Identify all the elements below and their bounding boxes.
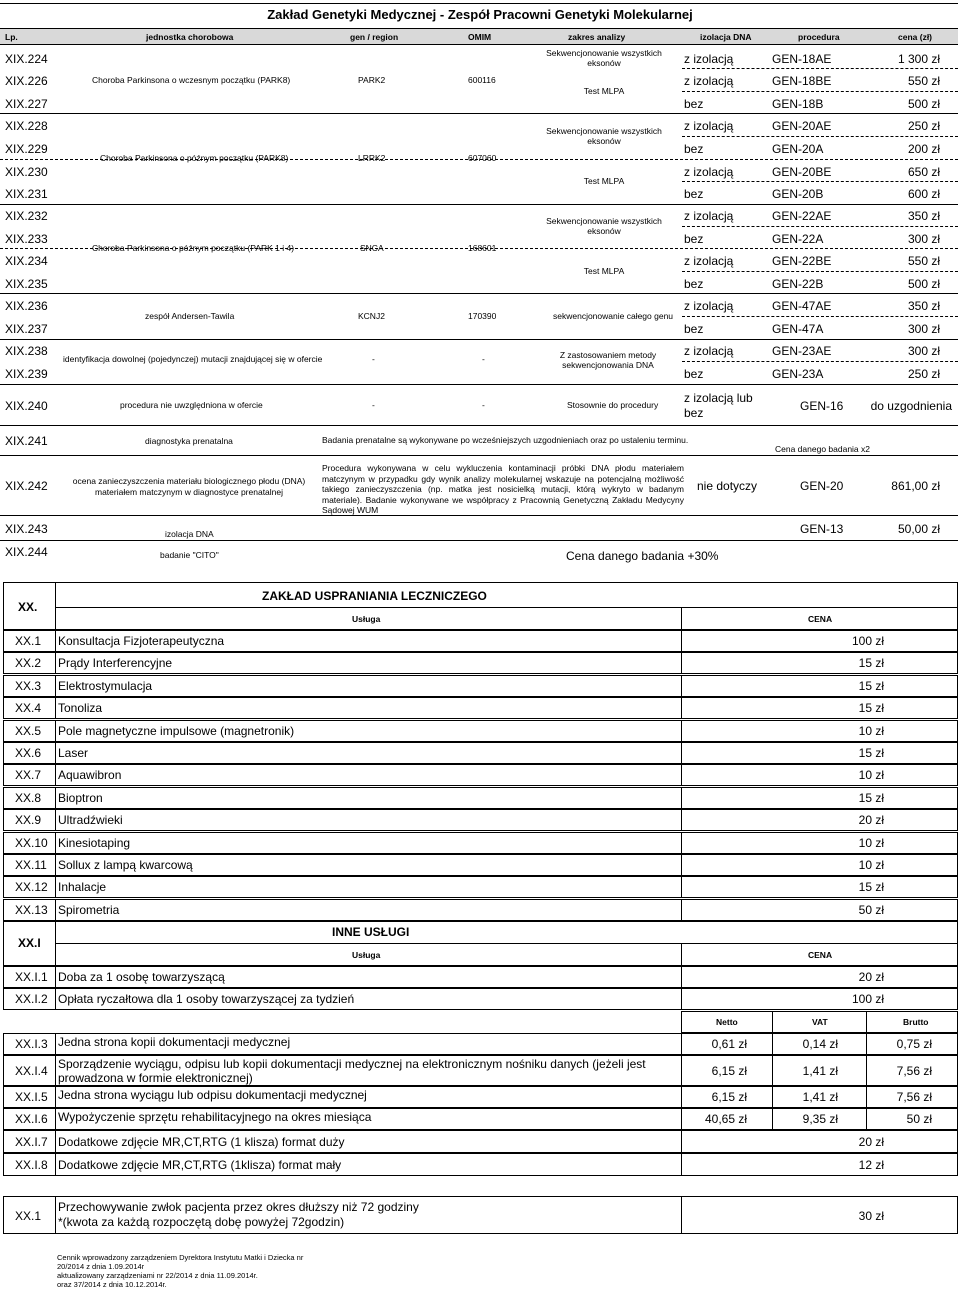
dashed-rule — [682, 361, 958, 362]
footer-line: Cennik wprowadzony zarządzeniem Dyrektora Instytutu Matki i Dziecka nr — [57, 1253, 304, 1262]
row-lp: XIX.230 — [5, 165, 48, 179]
procedure-code: GEN-23A — [772, 367, 824, 381]
rule — [55, 607, 958, 608]
rule — [681, 630, 682, 652]
rule — [55, 854, 56, 876]
service-price: 50 zł — [858, 902, 884, 917]
rule — [0, 540, 958, 541]
brutto-price: 7,56 zł — [896, 1090, 932, 1104]
omim-number: - — [482, 400, 485, 410]
row-lp: XX.I.3 — [15, 1037, 48, 1051]
disease-name: procedura nie uwzględniona w ofercie — [120, 400, 263, 410]
col-header-price: CENA — [808, 950, 833, 960]
procedure-code: GEN-20 — [800, 479, 844, 493]
isolation: bez — [684, 406, 704, 420]
row-lp: XIX.236 — [5, 299, 48, 313]
rule — [681, 764, 682, 786]
rule — [0, 113, 958, 114]
rule — [55, 720, 56, 742]
row-lp: XIX.235 — [5, 277, 48, 291]
scope-text: Z zastosowaniem metody sekwencjonowania DNA — [559, 350, 657, 370]
row-lp: XIX.234 — [5, 254, 48, 268]
row-lp: XIX.239 — [5, 367, 48, 381]
dashed-rule — [682, 226, 958, 227]
rule — [0, 515, 958, 516]
footer-line: oraz 37/2014 z dnia 10.12.2014r. — [57, 1280, 167, 1289]
service-price: 10 zł — [858, 835, 884, 850]
rule — [0, 204, 958, 205]
row-lp: XIX.244 — [5, 545, 48, 559]
row-lp: XIX.228 — [5, 119, 48, 133]
disease-name: identyfikacja dowolnej (pojedynczej) mutacji znajdującej się w ofercie — [63, 354, 323, 364]
rule — [681, 943, 682, 966]
gene-name: LRRK2 — [358, 153, 386, 163]
isolation: bez — [684, 367, 704, 381]
row-lp: XX.5 — [15, 723, 42, 738]
row-lp: XX.9 — [15, 813, 42, 828]
rule — [0, 293, 958, 294]
rule — [55, 966, 56, 988]
price: 350 zł — [907, 299, 940, 313]
rule — [55, 630, 56, 652]
col-header-procedure: procedura — [798, 32, 840, 42]
service-price: 100 zł — [851, 634, 884, 648]
disease-name: zespół Andersen-Tawila — [145, 311, 235, 321]
price: 300 zł — [907, 344, 940, 358]
isolation: bez — [684, 142, 704, 156]
rule — [55, 943, 958, 944]
row-lp: XIX.231 — [5, 187, 48, 201]
row-lp: XX.4 — [15, 701, 42, 716]
gene-name: PARK2 — [358, 75, 386, 85]
omim-number: - — [482, 354, 485, 364]
rule — [55, 652, 56, 674]
isolation: z izolacją — [684, 52, 734, 66]
rule — [681, 1130, 682, 1153]
netto-price: 6,15 zł — [711, 1064, 747, 1078]
rule — [681, 652, 682, 674]
procedure-code: GEN-13 — [800, 522, 844, 536]
brutto-price: 0,75 zł — [896, 1037, 932, 1051]
service-price: 20 zł — [858, 813, 884, 828]
service-name: Jedna strona kopii dokumentacji medycznej — [58, 1035, 291, 1049]
service-price: 15 zł — [858, 678, 884, 693]
price-note: Cena danego badania x2 — [775, 444, 870, 454]
scope-text: Sekwencjonowanie wszystkich eksonów — [546, 216, 662, 236]
service-name: Pole magnetyczne impulsowe (magnetronik) — [58, 723, 295, 738]
procedure-code: GEN-22B — [772, 277, 824, 291]
vat-amount: 9,35 zł — [802, 1112, 838, 1126]
gene-name: SNCA — [360, 243, 384, 253]
rule — [55, 832, 56, 854]
service-name: Sporządzenie wyciągu, odpisu lub kopii dokumentacji medycznej na elektronicznym nośniku danych (jeżeli jest prowadzona w formie elektronicznej) — [58, 1057, 646, 1085]
col-header-vat: VAT — [812, 1017, 828, 1027]
service-name: Wypożyczenie sprzętu rehabilitacyjnego na okres miesiąca — [58, 1110, 372, 1124]
rule — [681, 966, 682, 988]
service-name: Elektrostymulacja — [58, 678, 153, 693]
service-name: Tonoliza — [58, 701, 103, 716]
procedure-code: GEN-18BE — [772, 74, 832, 88]
price: 600 zł — [907, 187, 940, 201]
row-lp: XX.10 — [15, 835, 48, 850]
service-price: 15 zł — [858, 656, 884, 671]
row-lp: XX.7 — [15, 768, 42, 783]
service-name: Laser — [58, 746, 89, 760]
service-name: Spirometria — [58, 902, 120, 917]
isolation: z izolacją — [684, 74, 734, 88]
price: 350 zł — [907, 209, 940, 223]
row-lp: XIX.242 — [5, 479, 48, 493]
rule — [55, 675, 56, 697]
procedure-code: GEN-47A — [772, 322, 824, 336]
footer-line: 20/2014 z dnia 1.09.2014r — [57, 1262, 145, 1271]
rule — [681, 787, 682, 809]
procedure-code: GEN-47AE — [772, 299, 832, 313]
omim-number: 168601 — [468, 243, 497, 253]
row-lp: XX.I.2 — [15, 992, 48, 1006]
isolation: z izolacją — [684, 165, 734, 179]
gene-name: - — [372, 400, 375, 410]
rule — [55, 899, 56, 921]
rule — [681, 697, 682, 719]
scope-text: Sekwencjonowanie wszystkich eksonów — [546, 126, 662, 146]
dashed-rule — [682, 271, 958, 272]
procedure-code: GEN-20AE — [772, 119, 832, 133]
row-lp: XX.12 — [15, 880, 48, 895]
service-price: 20 zł — [858, 970, 884, 984]
scope-text: sekwencjonowanie całego genu — [553, 311, 674, 321]
service-price: 15 zł — [858, 790, 884, 805]
service-name: Prądy Interferencyjne — [58, 656, 173, 671]
scope-text: Test MLPA — [583, 86, 625, 96]
col-header-netto: Netto — [716, 1017, 738, 1027]
service-name: Opłata ryczałtowa dla 1 osoby towarzyszącej za tydzień — [58, 992, 355, 1006]
rule — [0, 425, 958, 426]
footer-note — [57, 1253, 303, 1289]
rule — [772, 1011, 773, 1033]
rule — [681, 1153, 682, 1176]
scope-text: Test MLPA — [583, 266, 625, 276]
rule — [55, 787, 56, 809]
rule — [55, 876, 56, 898]
row-lp: XX.I.4 — [15, 1064, 48, 1078]
service-price: 12 zł — [858, 1158, 884, 1172]
rule — [55, 1196, 56, 1234]
isolation: z izolacją — [684, 119, 734, 133]
rule — [55, 1153, 56, 1176]
disease-name: Choroba Parkinsona o późnym początku (PARK8) — [100, 153, 289, 163]
dashed-rule — [682, 316, 958, 317]
row-lp: XX.11 — [15, 858, 47, 872]
row-lp: XX.1 — [15, 634, 42, 648]
col-header-price: cena (zł) — [898, 32, 933, 42]
omim-number: 600116 — [468, 75, 496, 85]
row-lp: XIX.240 — [5, 399, 48, 413]
netto-price: 6,15 zł — [711, 1090, 747, 1104]
dashed-rule — [682, 181, 958, 182]
row-lp: XIX.224 — [5, 52, 48, 66]
omim-number: 170390 — [468, 311, 497, 321]
price: 50,00 zł — [897, 522, 940, 536]
procedure-code: GEN-20BE — [772, 165, 832, 179]
procedure-code: GEN-22BE — [772, 254, 832, 268]
isolation: bez — [684, 97, 704, 111]
row-lp: XX.8 — [15, 790, 42, 805]
rule — [55, 1108, 56, 1130]
procedure-code: GEN-22A — [772, 232, 824, 246]
price: 550 zł — [907, 254, 940, 268]
section-code: XX.I — [18, 936, 41, 950]
price: 1 300 zł — [897, 52, 940, 66]
row-lp: XIX.241 — [5, 434, 48, 448]
isolation: bez — [684, 187, 704, 201]
row-lp: XIX.233 — [5, 232, 48, 246]
scope-text: Stosownie do procedury — [567, 400, 659, 410]
service-price: 15 zł — [858, 746, 884, 760]
disease-name: ocena zanieczyszczenia materiału biologicznego płodu (DNA) materiałem matczynym w diagnostyce prenatalnej — [72, 476, 306, 497]
procedure-code: GEN-23AE — [772, 344, 832, 358]
row-lp: XIX.232 — [5, 209, 48, 223]
isolation: bez — [684, 277, 704, 291]
gene-name: - — [372, 354, 375, 364]
service-name: Kinesiotaping — [58, 835, 131, 850]
row-lp: XX.3 — [15, 678, 42, 693]
rule — [0, 44, 958, 45]
row-lp: XX.I.5 — [15, 1090, 48, 1104]
service-price: 30 zł — [858, 1209, 884, 1223]
col-header-scope: zakres analizy — [568, 32, 626, 42]
vat-amount: 1,41 zł — [802, 1090, 838, 1104]
service-name: Dodatkowe zdjęcie MR,CT,RTG (1klisza) format mały — [58, 1158, 342, 1172]
service-name: Inhalacje — [58, 880, 107, 895]
rule — [55, 1055, 56, 1086]
rule — [0, 3, 958, 4]
disease-name: izolacja DNA — [165, 529, 214, 539]
col-header-price: CENA — [808, 614, 833, 624]
section-title: ZAKŁAD USPRANIANIA LECZNICZEGO — [262, 589, 487, 603]
service-price: 10 zł — [858, 768, 884, 783]
note-text: Badania prenatalne są wykonywane po wcześniejszych uzgodnieniach oraz po ustaleniu terminu. — [322, 435, 689, 445]
rule — [0, 384, 958, 385]
row-lp: XIX.229 — [5, 142, 48, 156]
row-lp: XIX.226 — [5, 74, 48, 88]
price: 861,00 zł — [891, 479, 940, 493]
col-header-omim: OMIM — [468, 32, 492, 42]
dashed-rule — [682, 136, 958, 137]
disease-name: Choroba Parkinsona o późnym początku (PARK 1 i 4) — [92, 243, 295, 253]
price: 500 zł — [907, 277, 940, 291]
col-header-service: Usługa — [352, 614, 381, 624]
service-price: 15 zł — [858, 701, 884, 716]
disease-name: Choroba Parkinsona o wczesnym początku (PARK8) — [92, 75, 291, 85]
price: 650 zł — [907, 165, 940, 179]
row-lp: XX.I.7 — [15, 1135, 48, 1149]
service-price: 10 zł — [858, 858, 884, 872]
omim-number: 607060 — [468, 153, 497, 163]
rule — [55, 697, 56, 719]
dashed-rule — [0, 159, 958, 160]
service-name: Dodatkowe zdjęcie MR,CT,RTG (1 klisza) format duży — [58, 1135, 345, 1149]
service-name: *(kwota za każdą rozpoczętą dobę powyżej 72godzin) — [58, 1215, 345, 1229]
rule — [55, 764, 56, 786]
service-name: Bioptron — [58, 790, 103, 805]
scope-text: Sekwencjonowanie wszystkich eksonów — [546, 48, 662, 68]
col-header-service: Usługa — [352, 950, 381, 960]
rule — [55, 1033, 56, 1055]
rule — [681, 988, 682, 1010]
dashed-rule — [0, 248, 958, 249]
page-title: Zakład Genetyki Medycznej - Zespół Pracowni Genetyki Molekularnej — [267, 7, 693, 22]
rule — [55, 1130, 56, 1153]
scope-text: Test MLPA — [583, 176, 625, 186]
procedure-code: GEN-20A — [772, 142, 824, 156]
row-lp: XX.2 — [15, 656, 42, 671]
col-header-brutto: Brutto — [903, 1017, 929, 1027]
procedure-code: GEN-22AE — [772, 209, 832, 223]
disease-name: diagnostyka prenatalna — [145, 436, 233, 446]
note-text: Cena danego badania +30% — [566, 549, 719, 563]
rule — [681, 809, 682, 831]
rule — [55, 742, 56, 764]
service-name: Aquawibron — [58, 768, 122, 783]
service-name: Ultradźwieki — [58, 813, 123, 828]
isolation: z izolacją — [684, 209, 734, 223]
service-price: 15 zł — [858, 880, 884, 895]
rule — [55, 582, 56, 630]
row-lp: XIX.237 — [5, 322, 48, 336]
dashed-rule — [682, 68, 958, 69]
procedure-code: GEN-16 — [800, 399, 844, 413]
service-name: Sollux z lampą kwarcową — [58, 858, 193, 872]
rule — [0, 455, 958, 456]
col-header-lp: Lp. — [5, 32, 18, 42]
row-lp: XIX.227 — [5, 97, 48, 111]
isolation: z izolacją lub — [684, 391, 753, 405]
rule — [55, 1086, 56, 1108]
service-price: 20 zł — [858, 1135, 884, 1149]
brutto-price: 50 zł — [906, 1112, 932, 1126]
rule — [55, 809, 56, 831]
section-code: XX. — [18, 600, 38, 614]
section-title: INNE USŁUGI — [332, 925, 410, 939]
price: do uzgodnienia — [870, 399, 952, 413]
isolation: z izolacją — [684, 344, 734, 358]
service-name: Jedna strona wyciągu lub odpisu dokumentacji medycznej — [58, 1088, 367, 1102]
service-name: Przechowywanie zwłok pacjenta przez okres dłuższy niż 72 godziny — [58, 1200, 419, 1214]
procedure-code: GEN-18B — [772, 97, 824, 111]
isolation: bez — [684, 322, 704, 336]
rule — [55, 988, 56, 1010]
rule — [681, 876, 682, 898]
footer-line: aktualizowany zarządzeniami nr 22/2014 z dnia 11.09.2014r. — [57, 1271, 258, 1280]
row-lp: XX.6 — [15, 746, 42, 760]
price: 250 zł — [907, 367, 940, 381]
row-lp: XX.I.8 — [15, 1158, 48, 1172]
row-lp: XX.13 — [15, 902, 48, 917]
rule — [681, 720, 682, 742]
service-price: 10 zł — [858, 723, 884, 738]
row-lp: XX.I.1 — [15, 970, 48, 984]
procedure-code: GEN-20B — [772, 187, 824, 201]
price: 500 zł — [907, 97, 940, 111]
rule — [681, 899, 682, 921]
col-header-disease: jednostka chorobowa — [146, 32, 234, 42]
isolation: z izolacją — [684, 254, 734, 268]
rule — [681, 854, 682, 876]
note-text: Procedura wykonywana w celu wykluczenia kontaminacji próbki DNA płodu materiałem matczynym w przypadku gdy wynik analizy molekularnej wskazuje na potencjalną możliwość takiego zanieczyszczenia (np. matka jest nosicielką mutacji, którą wykryto w badanym materiale). Badanie wykonywane we współpracy z Pracownią Genetyczną Zakładu Medycyny Sądowej WUM — [322, 463, 684, 515]
service-name: Konsultacja Fizjoterapeutyczna — [58, 634, 225, 648]
price: 300 zł — [907, 232, 940, 246]
row-lp: XIX.238 — [5, 344, 48, 358]
service-price: 100 zł — [851, 992, 884, 1006]
netto-price: 0,61 zł — [711, 1037, 747, 1051]
rule — [681, 1196, 682, 1234]
rule — [0, 28, 958, 29]
netto-price: 40,65 zł — [704, 1112, 747, 1126]
col-header-gene: gen / region — [350, 32, 399, 42]
price: 200 zł — [907, 142, 940, 156]
gene-name: KCNJ2 — [358, 311, 385, 321]
rule — [681, 832, 682, 854]
service-name: Doba za 1 osobę towarzyszącą — [58, 970, 225, 984]
price: 550 zł — [907, 74, 940, 88]
col-header-isolation: izolacja DNA — [700, 32, 752, 42]
disease-name: badanie "CITO" — [160, 550, 219, 560]
price: 250 zł — [907, 119, 940, 133]
rule — [681, 607, 682, 630]
isolation: nie dotyczy — [697, 479, 758, 493]
rule — [681, 675, 682, 697]
vat-amount: 0,14 zł — [802, 1037, 838, 1051]
rule — [681, 742, 682, 764]
rule — [0, 339, 958, 340]
isolation: bez — [684, 232, 704, 246]
procedure-code: GEN-18AE — [772, 52, 832, 66]
row-lp: XX.I.6 — [15, 1112, 48, 1126]
rule — [866, 1011, 867, 1033]
row-lp: XX.1 — [15, 1209, 42, 1223]
row-lp: XIX.243 — [5, 522, 48, 536]
isolation: z izolacją — [684, 299, 734, 313]
dashed-rule — [682, 91, 958, 92]
brutto-price: 7,56 zł — [896, 1064, 932, 1078]
price: 300 zł — [907, 322, 940, 336]
vat-amount: 1,41 zł — [802, 1064, 838, 1078]
